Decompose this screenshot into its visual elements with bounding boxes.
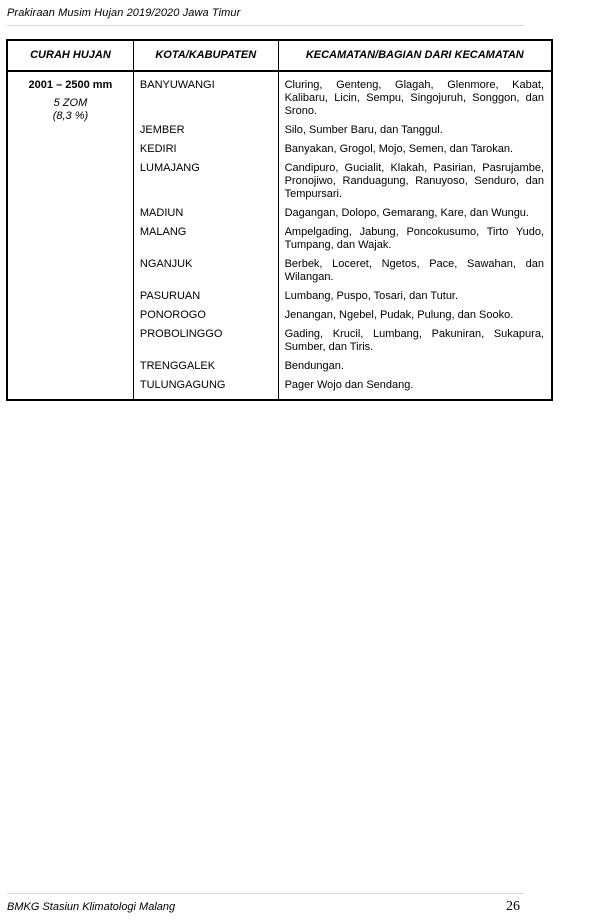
- column-header-curah-hujan: CURAH HUJAN: [7, 40, 133, 71]
- kota-cell: NGANJUK: [133, 258, 278, 290]
- column-header-kota-kabupaten: KOTA/KABUPATEN: [133, 40, 278, 71]
- zom-count: 5 ZOM: [53, 97, 88, 109]
- footer-institution: BMKG Stasiun Klimatologi Malang: [7, 901, 176, 913]
- kota-cell: KEDIRI: [133, 143, 278, 162]
- kota-cell: TRENGGALEK: [133, 360, 278, 379]
- kecamatan-cell: Cluring, Genteng, Glagah, Glenmore, Kabat, Kalibaru, Licin, Sempu, Singojuruh, Songgon, dan Srono.: [284, 79, 544, 117]
- kecamatan-cell: Gading, Krucil, Lumbang, Pakuniran, Sukapura, Sumber, dan Tiris.: [284, 328, 544, 353]
- header-divider: [7, 25, 524, 26]
- kota-cell: MADIUN: [133, 207, 278, 226]
- kota-cell: PASURUAN: [133, 290, 278, 309]
- kota-cell: PROBOLINGGO: [133, 328, 278, 360]
- footer-divider: [7, 893, 524, 894]
- kecamatan-cell: Dagangan, Dolopo, Gemarang, Kare, dan Wungu.: [284, 207, 529, 219]
- kota-cell: PONOROGO: [133, 309, 278, 328]
- page-number: 26: [506, 899, 520, 914]
- page-header-title: Prakiraan Musim Hujan 2019/2020 Jawa Timur: [7, 7, 241, 19]
- kecamatan-cell: Bendungan.: [284, 360, 344, 372]
- table-row: [7, 71, 552, 124]
- kecamatan-cell: Berbek, Loceret, Ngetos, Pace, Sawahan, dan Wilangan.: [284, 258, 544, 283]
- column-header-kecamatan: KECAMATAN/BAGIAN DARI KECAMATAN: [278, 40, 552, 71]
- kota-cell: BANYUWANGI: [133, 71, 278, 124]
- rainfall-table: [6, 39, 553, 401]
- kecamatan-cell: Jenangan, Ngebel, Pudak, Pulung, dan Sooko.: [284, 309, 514, 321]
- table-header-row: [7, 40, 552, 71]
- kecamatan-cell: Pager Wojo dan Sendang.: [284, 379, 414, 391]
- kota-cell: TULUNGAGUNG: [133, 379, 278, 400]
- kecamatan-cell: Banyakan, Grogol, Mojo, Semen, dan Tarokan.: [284, 143, 514, 155]
- kecamatan-cell: Lumbang, Puspo, Tosari, dan Tutur.: [284, 290, 459, 302]
- kota-cell: JEMBER: [133, 124, 278, 143]
- kecamatan-cell: Ampelgading, Jabung, Poncokusumo, Tirto Yudo, Tumpang, dan Wajak.: [284, 226, 544, 251]
- kota-cell: MALANG: [133, 226, 278, 258]
- rainfall-range: 2001 – 2500 mm: [28, 79, 113, 91]
- kecamatan-cell: Candipuro, Gucialit, Klakah, Pasirian, Pasrujambe, Pronojiwo, Randuagung, Ranuyoso, Senduro, dan Tempursari.: [284, 162, 544, 200]
- zom-percentage: (8,3 %): [52, 110, 89, 122]
- kota-cell: LUMAJANG: [133, 162, 278, 207]
- kecamatan-cell: Silo, Sumber Baru, dan Tanggul.: [284, 124, 443, 136]
- rainfall-category-cell: [7, 71, 133, 400]
